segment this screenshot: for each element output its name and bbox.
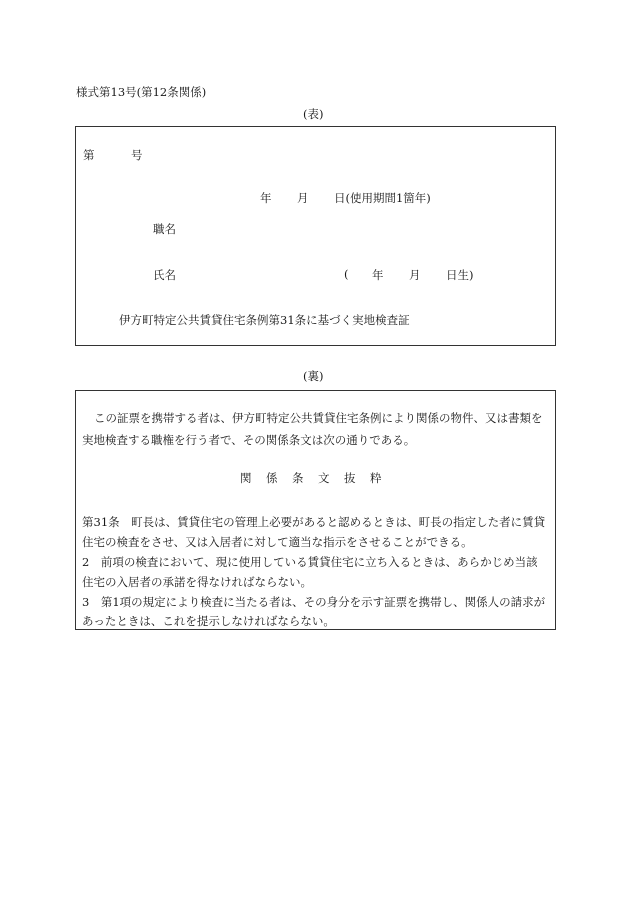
form-label: 様式第13号(第12条関係) bbox=[76, 85, 207, 99]
number-go: 号 bbox=[131, 148, 143, 162]
intro-line-1: この証票を携帯する者は、伊方町特定公共賃貸住宅条例により関係の物件、又は書類を bbox=[94, 411, 543, 425]
birth-day: 日生) bbox=[446, 268, 474, 282]
excerpt-title bbox=[240, 470, 382, 486]
excerpt-title-char: 抜 bbox=[344, 471, 356, 485]
paragraph-2-line-1: 2 前項の検査において、現に使用している賃貸住宅に立ち入るときは、あらかじめ当該 bbox=[82, 555, 538, 569]
article-31-line-2: 住宅の検査をさせ、又は入居者に対して適当な指示をさせることができる。 bbox=[82, 535, 473, 549]
position-label: 職名 bbox=[153, 222, 176, 236]
number-dai: 第 bbox=[83, 148, 95, 162]
paragraph-3-line-2: あったときは、これを提示しなければならない。 bbox=[82, 614, 335, 628]
front-heading: (表) bbox=[303, 107, 324, 121]
back-certificate-box bbox=[75, 390, 556, 630]
issue-month: 月 bbox=[297, 191, 309, 205]
front-certificate-box bbox=[75, 126, 556, 346]
back-heading: (裏) bbox=[303, 369, 324, 383]
paragraph-3-line-1: 3 第1項の規定により検査に当たる者は、その身分を示す証票を携帯し、関係人の請求が bbox=[82, 595, 546, 609]
birth-open-paren: ( bbox=[344, 267, 349, 281]
birth-year: 年 bbox=[372, 268, 384, 282]
excerpt-title-char: 係 bbox=[266, 471, 278, 485]
issue-day-period: 日(使用期間1箇年) bbox=[334, 191, 431, 205]
paragraph-2-line-2: 住宅の入居者の承諾を得なければならない。 bbox=[82, 575, 312, 589]
name-label: 氏名 bbox=[153, 268, 176, 282]
article-31-line-1: 第31条 町長は、賃貸住宅の管理上必要があると認めるときは、町長の指定した者に賃貸 bbox=[82, 515, 546, 529]
birth-month: 月 bbox=[409, 268, 421, 282]
certificate-title: 伊方町特定公共賃貸住宅条例第31条に基づく実地検査証 bbox=[119, 313, 410, 327]
excerpt-title-char: 条 bbox=[292, 471, 304, 485]
excerpt-title-char: 関 bbox=[240, 471, 252, 485]
issue-year: 年 bbox=[260, 191, 272, 205]
excerpt-title-char: 文 bbox=[318, 471, 330, 485]
excerpt-title-char: 粋 bbox=[370, 471, 382, 485]
intro-line-2: 実地検査する職権を行う者で、その関係条文は次の通りである。 bbox=[82, 433, 416, 447]
